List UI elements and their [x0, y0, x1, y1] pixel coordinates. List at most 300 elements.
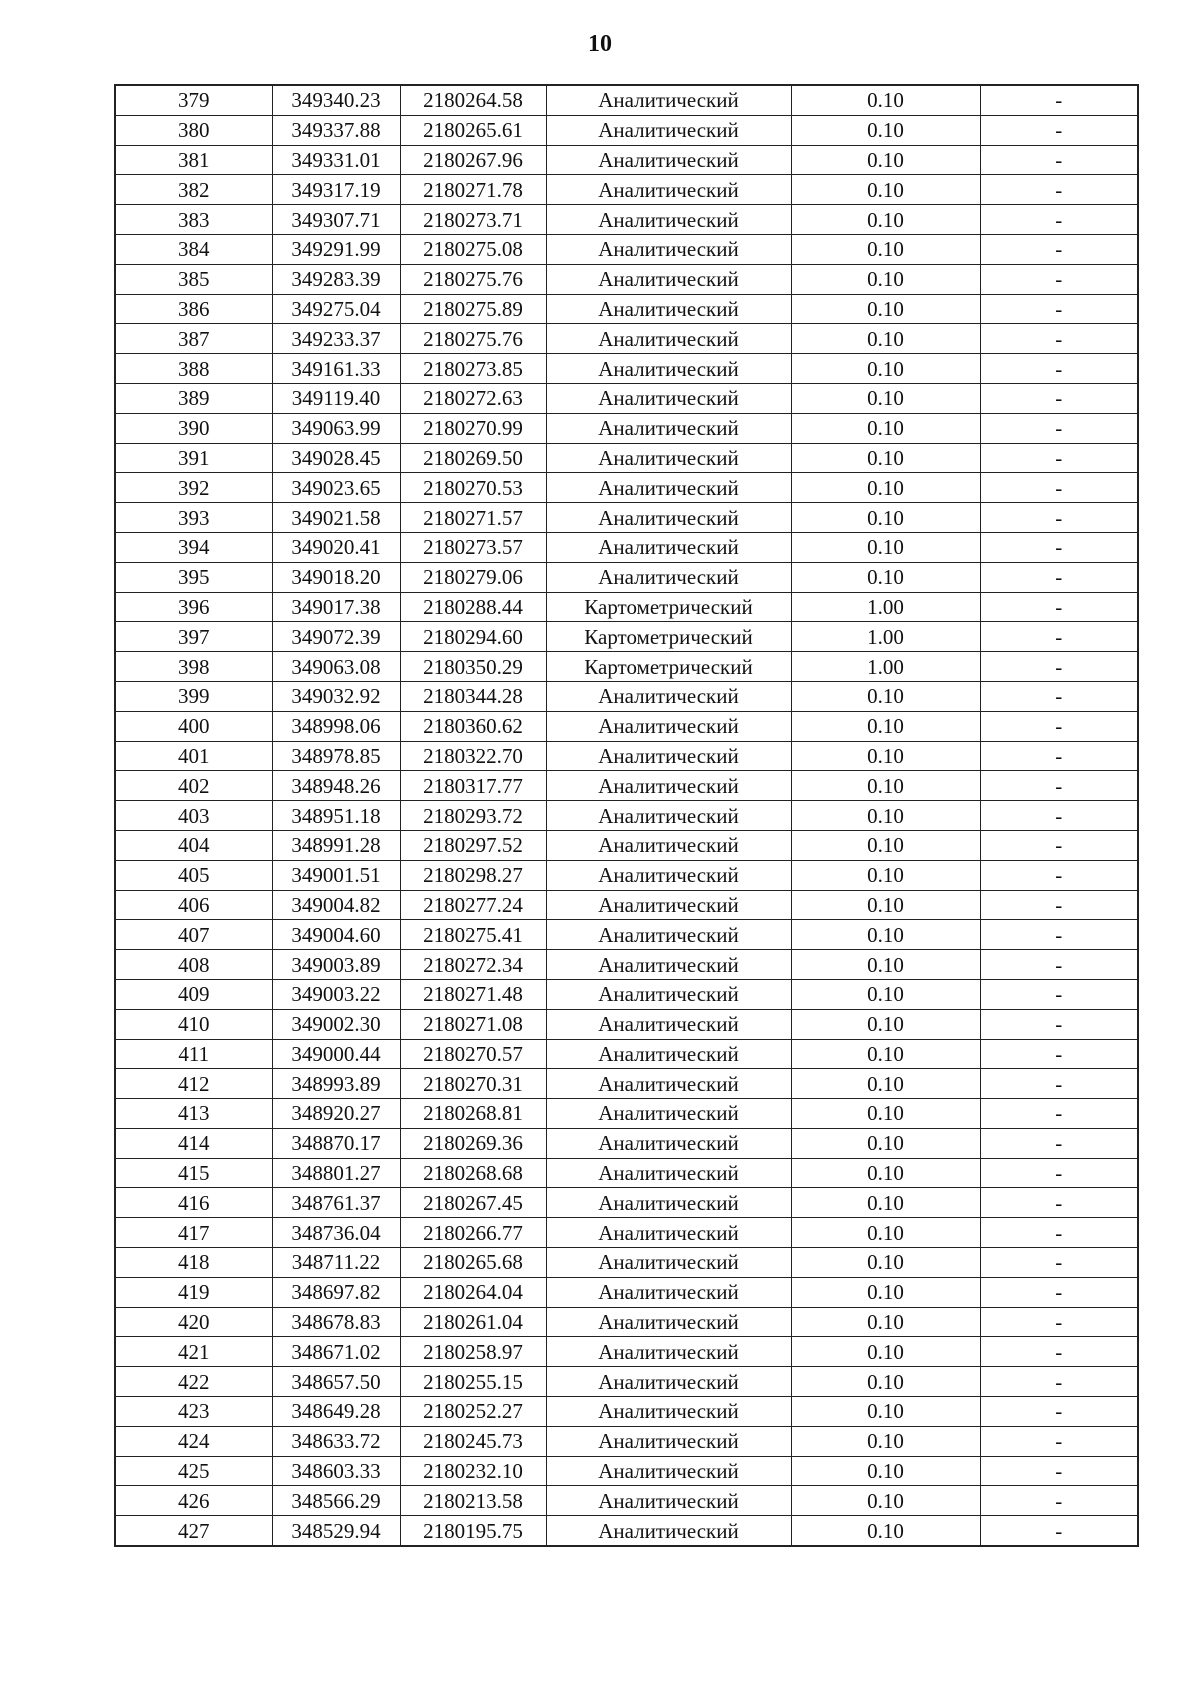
table-row — [115, 801, 1138, 831]
point-number-cell: 398 — [115, 652, 272, 682]
x-coordinate-cell: 348801.27 — [272, 1158, 400, 1188]
table-row — [115, 175, 1138, 205]
point-number-cell: 417 — [115, 1218, 272, 1248]
method-cell: Аналитический — [546, 1307, 791, 1337]
x-coordinate-cell: 348529.94 — [272, 1516, 400, 1546]
table-row — [115, 503, 1138, 533]
accuracy-cell: 1.00 — [791, 652, 980, 682]
description-cell: - — [980, 1188, 1138, 1218]
table-row — [115, 830, 1138, 860]
description-cell: - — [980, 1009, 1138, 1039]
point-number-cell: 407 — [115, 920, 272, 950]
table-row — [115, 1337, 1138, 1367]
description-cell: - — [980, 801, 1138, 831]
accuracy-cell: 0.10 — [791, 562, 980, 592]
table-row — [115, 264, 1138, 294]
description-cell: - — [980, 771, 1138, 801]
accuracy-cell: 0.10 — [791, 950, 980, 980]
accuracy-cell: 0.10 — [791, 234, 980, 264]
description-cell: - — [980, 205, 1138, 235]
point-number-cell: 416 — [115, 1188, 272, 1218]
point-number-cell: 405 — [115, 860, 272, 890]
description-cell: - — [980, 532, 1138, 562]
accuracy-cell: 0.10 — [791, 1307, 980, 1337]
description-cell: - — [980, 1218, 1138, 1248]
x-coordinate-cell: 348978.85 — [272, 741, 400, 771]
point-number-cell: 395 — [115, 562, 272, 592]
method-cell: Аналитический — [546, 354, 791, 384]
accuracy-cell: 1.00 — [791, 622, 980, 652]
y-coordinate-cell: 2180268.81 — [400, 1099, 546, 1129]
method-cell: Аналитический — [546, 264, 791, 294]
method-cell: Аналитический — [546, 1248, 791, 1278]
point-number-cell: 419 — [115, 1277, 272, 1307]
method-cell: Аналитический — [546, 145, 791, 175]
accuracy-cell: 0.10 — [791, 532, 980, 562]
accuracy-cell: 0.10 — [791, 473, 980, 503]
accuracy-cell: 0.10 — [791, 85, 980, 115]
table-row — [115, 1486, 1138, 1516]
table-row — [115, 1009, 1138, 1039]
y-coordinate-cell: 2180272.34 — [400, 950, 546, 980]
x-coordinate-cell: 349004.60 — [272, 920, 400, 950]
point-number-cell: 423 — [115, 1397, 272, 1427]
x-coordinate-cell: 349028.45 — [272, 443, 400, 473]
point-number-cell: 413 — [115, 1099, 272, 1129]
point-number-cell: 393 — [115, 503, 272, 533]
accuracy-cell: 0.10 — [791, 1128, 980, 1158]
description-cell: - — [980, 592, 1138, 622]
table-row — [115, 1367, 1138, 1397]
x-coordinate-cell: 349003.89 — [272, 950, 400, 980]
point-number-cell: 382 — [115, 175, 272, 205]
method-cell: Аналитический — [546, 711, 791, 741]
y-coordinate-cell: 2180258.97 — [400, 1337, 546, 1367]
description-cell: - — [980, 860, 1138, 890]
table-row — [115, 473, 1138, 503]
x-coordinate-cell: 349337.88 — [272, 115, 400, 145]
accuracy-cell: 0.10 — [791, 771, 980, 801]
table-row — [115, 1069, 1138, 1099]
table-row — [115, 1158, 1138, 1188]
method-cell: Аналитический — [546, 1039, 791, 1069]
method-cell: Аналитический — [546, 890, 791, 920]
table-row — [115, 234, 1138, 264]
point-number-cell: 406 — [115, 890, 272, 920]
accuracy-cell: 0.10 — [791, 890, 980, 920]
point-number-cell: 403 — [115, 801, 272, 831]
y-coordinate-cell: 2180270.99 — [400, 413, 546, 443]
accuracy-cell: 0.10 — [791, 205, 980, 235]
x-coordinate-cell: 348671.02 — [272, 1337, 400, 1367]
x-coordinate-cell: 349003.22 — [272, 979, 400, 1009]
description-cell: - — [980, 1367, 1138, 1397]
table-row — [115, 652, 1138, 682]
description-cell: - — [980, 890, 1138, 920]
x-coordinate-cell: 348736.04 — [272, 1218, 400, 1248]
method-cell: Аналитический — [546, 1188, 791, 1218]
point-number-cell: 388 — [115, 354, 272, 384]
accuracy-cell: 0.10 — [791, 1277, 980, 1307]
y-coordinate-cell: 2180293.72 — [400, 801, 546, 831]
method-cell: Аналитический — [546, 234, 791, 264]
point-number-cell: 392 — [115, 473, 272, 503]
table-row — [115, 115, 1138, 145]
description-cell: - — [980, 234, 1138, 264]
table-row — [115, 1039, 1138, 1069]
accuracy-cell: 0.10 — [791, 443, 980, 473]
x-coordinate-cell: 349020.41 — [272, 532, 400, 562]
y-coordinate-cell: 2180275.76 — [400, 324, 546, 354]
table-row — [115, 1277, 1138, 1307]
description-cell: - — [980, 85, 1138, 115]
table-row — [115, 1218, 1138, 1248]
description-cell: - — [980, 1426, 1138, 1456]
point-number-cell: 383 — [115, 205, 272, 235]
method-cell: Аналитический — [546, 1367, 791, 1397]
table-row — [115, 950, 1138, 980]
point-number-cell: 391 — [115, 443, 272, 473]
accuracy-cell: 0.10 — [791, 1039, 980, 1069]
method-cell: Аналитический — [546, 473, 791, 503]
description-cell: - — [980, 383, 1138, 413]
accuracy-cell: 0.10 — [791, 681, 980, 711]
accuracy-cell: 0.10 — [791, 1397, 980, 1427]
description-cell: - — [980, 1307, 1138, 1337]
point-number-cell: 412 — [115, 1069, 272, 1099]
y-coordinate-cell: 2180344.28 — [400, 681, 546, 711]
description-cell: - — [980, 1397, 1138, 1427]
y-coordinate-cell: 2180270.57 — [400, 1039, 546, 1069]
point-number-cell: 415 — [115, 1158, 272, 1188]
y-coordinate-cell: 2180268.68 — [400, 1158, 546, 1188]
accuracy-cell: 0.10 — [791, 920, 980, 950]
y-coordinate-cell: 2180232.10 — [400, 1456, 546, 1486]
point-number-cell: 409 — [115, 979, 272, 1009]
x-coordinate-cell: 348678.83 — [272, 1307, 400, 1337]
y-coordinate-cell: 2180272.63 — [400, 383, 546, 413]
table-row — [115, 711, 1138, 741]
accuracy-cell: 0.10 — [791, 294, 980, 324]
point-number-cell: 397 — [115, 622, 272, 652]
x-coordinate-cell: 349317.19 — [272, 175, 400, 205]
table-row — [115, 443, 1138, 473]
table-row — [115, 771, 1138, 801]
table-row — [115, 532, 1138, 562]
method-cell: Аналитический — [546, 294, 791, 324]
accuracy-cell: 0.10 — [791, 1426, 980, 1456]
y-coordinate-cell: 2180350.29 — [400, 652, 546, 682]
y-coordinate-cell: 2180271.08 — [400, 1009, 546, 1039]
table-row — [115, 890, 1138, 920]
point-number-cell: 400 — [115, 711, 272, 741]
accuracy-cell: 0.10 — [791, 413, 980, 443]
point-number-cell: 414 — [115, 1128, 272, 1158]
method-cell: Картометрический — [546, 592, 791, 622]
accuracy-cell: 0.10 — [791, 145, 980, 175]
point-number-cell: 425 — [115, 1456, 272, 1486]
description-cell: - — [980, 1277, 1138, 1307]
x-coordinate-cell: 349063.99 — [272, 413, 400, 443]
x-coordinate-cell: 349331.01 — [272, 145, 400, 175]
point-number-cell: 379 — [115, 85, 272, 115]
description-cell: - — [980, 264, 1138, 294]
y-coordinate-cell: 2180267.45 — [400, 1188, 546, 1218]
description-cell: - — [980, 115, 1138, 145]
accuracy-cell: 0.10 — [791, 1009, 980, 1039]
point-number-cell: 402 — [115, 771, 272, 801]
y-coordinate-cell: 2180288.44 — [400, 592, 546, 622]
description-cell: - — [980, 1486, 1138, 1516]
description-cell: - — [980, 622, 1138, 652]
description-cell: - — [980, 652, 1138, 682]
accuracy-cell: 0.10 — [791, 1069, 980, 1099]
x-coordinate-cell: 349119.40 — [272, 383, 400, 413]
method-cell: Аналитический — [546, 205, 791, 235]
x-coordinate-cell: 349291.99 — [272, 234, 400, 264]
description-cell: - — [980, 413, 1138, 443]
x-coordinate-cell: 348993.89 — [272, 1069, 400, 1099]
table-row — [115, 860, 1138, 890]
method-cell: Аналитический — [546, 1456, 791, 1486]
x-coordinate-cell: 349307.71 — [272, 205, 400, 235]
point-number-cell: 420 — [115, 1307, 272, 1337]
description-cell: - — [980, 711, 1138, 741]
y-coordinate-cell: 2180269.36 — [400, 1128, 546, 1158]
x-coordinate-cell: 349275.04 — [272, 294, 400, 324]
method-cell: Аналитический — [546, 562, 791, 592]
table-row — [115, 681, 1138, 711]
table-row — [115, 85, 1138, 115]
accuracy-cell: 0.10 — [791, 1188, 980, 1218]
table-row — [115, 1248, 1138, 1278]
y-coordinate-cell: 2180270.53 — [400, 473, 546, 503]
point-number-cell: 387 — [115, 324, 272, 354]
x-coordinate-cell: 348920.27 — [272, 1099, 400, 1129]
y-coordinate-cell: 2180195.75 — [400, 1516, 546, 1546]
method-cell: Аналитический — [546, 1337, 791, 1367]
y-coordinate-cell: 2180255.15 — [400, 1367, 546, 1397]
page-number: 10 — [588, 31, 612, 57]
point-number-cell: 426 — [115, 1486, 272, 1516]
y-coordinate-cell: 2180275.08 — [400, 234, 546, 264]
accuracy-cell: 1.00 — [791, 592, 980, 622]
method-cell: Аналитический — [546, 413, 791, 443]
method-cell: Аналитический — [546, 1218, 791, 1248]
method-cell: Аналитический — [546, 443, 791, 473]
x-coordinate-cell: 349021.58 — [272, 503, 400, 533]
point-number-cell: 381 — [115, 145, 272, 175]
point-number-cell: 404 — [115, 830, 272, 860]
y-coordinate-cell: 2180261.04 — [400, 1307, 546, 1337]
point-number-cell: 421 — [115, 1337, 272, 1367]
table-row — [115, 1307, 1138, 1337]
y-coordinate-cell: 2180245.73 — [400, 1426, 546, 1456]
description-cell: - — [980, 741, 1138, 771]
method-cell: Аналитический — [546, 1516, 791, 1546]
point-number-cell: 384 — [115, 234, 272, 264]
description-cell: - — [980, 503, 1138, 533]
y-coordinate-cell: 2180275.41 — [400, 920, 546, 950]
description-cell: - — [980, 1069, 1138, 1099]
method-cell: Аналитический — [546, 950, 791, 980]
x-coordinate-cell: 348649.28 — [272, 1397, 400, 1427]
method-cell: Аналитический — [546, 1099, 791, 1129]
accuracy-cell: 0.10 — [791, 383, 980, 413]
point-number-cell: 396 — [115, 592, 272, 622]
x-coordinate-cell: 349002.30 — [272, 1009, 400, 1039]
y-coordinate-cell: 2180294.60 — [400, 622, 546, 652]
accuracy-cell: 0.10 — [791, 711, 980, 741]
x-coordinate-cell: 348951.18 — [272, 801, 400, 831]
method-cell: Аналитический — [546, 1426, 791, 1456]
table-row — [115, 920, 1138, 950]
y-coordinate-cell: 2180264.58 — [400, 85, 546, 115]
y-coordinate-cell: 2180271.78 — [400, 175, 546, 205]
table-row — [115, 1426, 1138, 1456]
x-coordinate-cell: 348711.22 — [272, 1248, 400, 1278]
y-coordinate-cell: 2180271.57 — [400, 503, 546, 533]
x-coordinate-cell: 349161.33 — [272, 354, 400, 384]
method-cell: Аналитический — [546, 115, 791, 145]
accuracy-cell: 0.10 — [791, 175, 980, 205]
accuracy-cell: 0.10 — [791, 979, 980, 1009]
point-number-cell: 422 — [115, 1367, 272, 1397]
accuracy-cell: 0.10 — [791, 1456, 980, 1486]
description-cell: - — [980, 1158, 1138, 1188]
method-cell: Аналитический — [546, 801, 791, 831]
table-row — [115, 383, 1138, 413]
description-cell: - — [980, 324, 1138, 354]
y-coordinate-cell: 2180270.31 — [400, 1069, 546, 1099]
description-cell: - — [980, 443, 1138, 473]
coordinates-table — [114, 84, 1139, 1547]
x-coordinate-cell: 348991.28 — [272, 830, 400, 860]
table-row — [115, 1188, 1138, 1218]
y-coordinate-cell: 2180273.71 — [400, 205, 546, 235]
method-cell: Аналитический — [546, 503, 791, 533]
y-coordinate-cell: 2180297.52 — [400, 830, 546, 860]
point-number-cell: 380 — [115, 115, 272, 145]
x-coordinate-cell: 349018.20 — [272, 562, 400, 592]
x-coordinate-cell: 349233.37 — [272, 324, 400, 354]
x-coordinate-cell: 348566.29 — [272, 1486, 400, 1516]
method-cell: Аналитический — [546, 830, 791, 860]
x-coordinate-cell: 349032.92 — [272, 681, 400, 711]
description-cell: - — [980, 830, 1138, 860]
x-coordinate-cell: 348948.26 — [272, 771, 400, 801]
y-coordinate-cell: 2180269.50 — [400, 443, 546, 473]
description-cell: - — [980, 1039, 1138, 1069]
point-number-cell: 385 — [115, 264, 272, 294]
method-cell: Аналитический — [546, 175, 791, 205]
description-cell: - — [980, 354, 1138, 384]
method-cell: Картометрический — [546, 652, 791, 682]
method-cell: Аналитический — [546, 1009, 791, 1039]
accuracy-cell: 0.10 — [791, 264, 980, 294]
x-coordinate-cell: 349023.65 — [272, 473, 400, 503]
point-number-cell: 394 — [115, 532, 272, 562]
y-coordinate-cell: 2180265.68 — [400, 1248, 546, 1278]
x-coordinate-cell: 349017.38 — [272, 592, 400, 622]
x-coordinate-cell: 348998.06 — [272, 711, 400, 741]
y-coordinate-cell: 2180298.27 — [400, 860, 546, 890]
description-cell: - — [980, 294, 1138, 324]
table-row — [115, 354, 1138, 384]
method-cell: Аналитический — [546, 85, 791, 115]
point-number-cell: 427 — [115, 1516, 272, 1546]
description-cell: - — [980, 145, 1138, 175]
point-number-cell: 389 — [115, 383, 272, 413]
table-row — [115, 622, 1138, 652]
method-cell: Аналитический — [546, 383, 791, 413]
y-coordinate-cell: 2180264.04 — [400, 1277, 546, 1307]
method-cell: Аналитический — [546, 1397, 791, 1427]
method-cell: Аналитический — [546, 324, 791, 354]
x-coordinate-cell: 349340.23 — [272, 85, 400, 115]
table-row — [115, 413, 1138, 443]
table-row — [115, 1128, 1138, 1158]
point-number-cell: 390 — [115, 413, 272, 443]
accuracy-cell: 0.10 — [791, 1099, 980, 1129]
accuracy-cell: 0.10 — [791, 801, 980, 831]
description-cell: - — [980, 1456, 1138, 1486]
description-cell: - — [980, 1128, 1138, 1158]
method-cell: Аналитический — [546, 741, 791, 771]
table-row — [115, 324, 1138, 354]
x-coordinate-cell: 349004.82 — [272, 890, 400, 920]
table-row — [115, 205, 1138, 235]
y-coordinate-cell: 2180322.70 — [400, 741, 546, 771]
accuracy-cell: 0.10 — [791, 324, 980, 354]
y-coordinate-cell: 2180275.76 — [400, 264, 546, 294]
table-row — [115, 1456, 1138, 1486]
accuracy-cell: 0.10 — [791, 830, 980, 860]
y-coordinate-cell: 2180277.24 — [400, 890, 546, 920]
point-number-cell: 411 — [115, 1039, 272, 1069]
method-cell: Картометрический — [546, 622, 791, 652]
accuracy-cell: 0.10 — [791, 115, 980, 145]
accuracy-cell: 0.10 — [791, 1248, 980, 1278]
method-cell: Аналитический — [546, 681, 791, 711]
accuracy-cell: 0.10 — [791, 1367, 980, 1397]
y-coordinate-cell: 2180317.77 — [400, 771, 546, 801]
x-coordinate-cell: 349000.44 — [272, 1039, 400, 1069]
method-cell: Аналитический — [546, 1069, 791, 1099]
description-cell: - — [980, 920, 1138, 950]
description-cell: - — [980, 950, 1138, 980]
y-coordinate-cell: 2180271.48 — [400, 979, 546, 1009]
table-row — [115, 1099, 1138, 1129]
description-cell: - — [980, 1248, 1138, 1278]
point-number-cell: 399 — [115, 681, 272, 711]
method-cell: Аналитический — [546, 1158, 791, 1188]
y-coordinate-cell: 2180273.57 — [400, 532, 546, 562]
table-body — [115, 85, 1138, 1546]
table-row — [115, 145, 1138, 175]
accuracy-cell: 0.10 — [791, 1516, 980, 1546]
method-cell: Аналитический — [546, 1277, 791, 1307]
point-number-cell: 408 — [115, 950, 272, 980]
table-row — [115, 592, 1138, 622]
y-coordinate-cell: 2180360.62 — [400, 711, 546, 741]
y-coordinate-cell: 2180252.27 — [400, 1397, 546, 1427]
method-cell: Аналитический — [546, 979, 791, 1009]
y-coordinate-cell: 2180267.96 — [400, 145, 546, 175]
x-coordinate-cell: 349063.08 — [272, 652, 400, 682]
accuracy-cell: 0.10 — [791, 860, 980, 890]
point-number-cell: 386 — [115, 294, 272, 324]
